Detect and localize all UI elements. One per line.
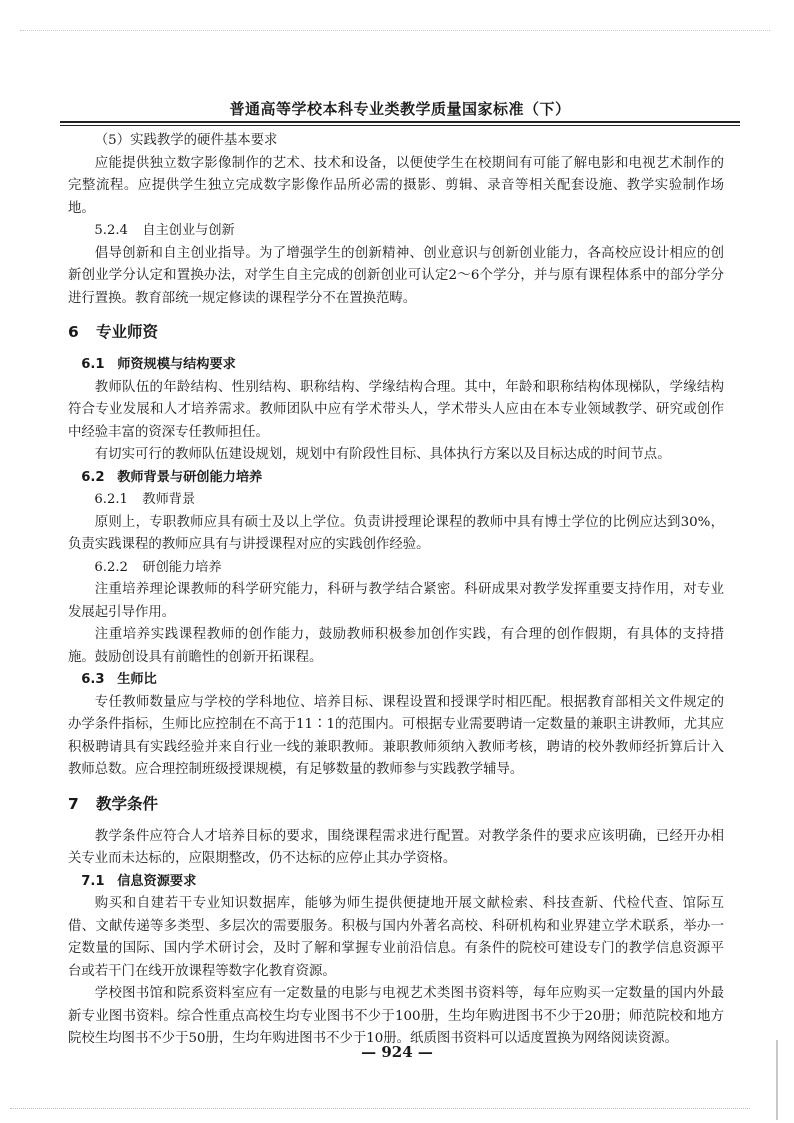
scan-artifact-bottom	[10, 1108, 750, 1110]
body-paragraph: 倡导创新和自主创业指导。为了增强学生的创新精神、创业意识与创新创业能力，各高校应设计相应的创新创业学分认定和置换办法，对学生自主完成的创新创业可认定2～6个学分，并与原有课程体系中的部分学分进行置换。教育部统一规定修读的课程学分不在置换范畴。	[68, 245, 724, 306]
heading-text: 教师背景与研创能力培养	[117, 469, 263, 485]
page-number: — 924 —	[361, 1043, 433, 1061]
header-rule	[60, 121, 740, 123]
body-paragraph: 学校图书馆和院系资料室应有一定数量的电影与电视艺术类图书资料等，每年应购买一定数量的国内外最新专业图书资料。综合性重点高校生均专业图书不少于100册，生均年购进图书不少于20册；师范院校和地方院校生均图书不少于50册，生均年购进图书不少于10册。纸质图书资料可以适度置换为网络阅读资源。	[68, 986, 724, 1046]
heading-text: 自主创业与创新	[142, 223, 235, 238]
heading-text: 生师比	[117, 672, 157, 687]
heading-text: 教师背景	[142, 492, 196, 507]
heading-number: 6.2.2	[94, 559, 128, 575]
subsubsection-heading	[68, 220, 724, 243]
body-paragraph: 应能提供独立数字影像制作的艺术、技术和设备，以便使学生在校期间有可能了解电影和电视艺术制作的完整流程。应提供学生独立完成数字影像作品所必需的摄影、剪辑、录音等相关配套设施、教学实验制作场地。	[68, 155, 724, 216]
body-paragraph: 专任教师数量应与学校的学科地位、培养目标、课程设置和授课学时相匹配。根据教育部相关文件规定的办学条件指标，生师比应控制在不高于11∶1的范围内。可根据专业需要聘请一定数量的兼职主讲教师，尤其应积极聘请具有实践经验并来自行业一线的兼职教师。兼职教师须纳入教师考核，聘请的校外教师经折算后计入教师总数。应合理控制班级授课规模，有足够数量的教师参与实践教学辅导。	[68, 694, 724, 777]
heading-text: 信息资源要求	[117, 873, 197, 889]
heading-number: 6.2.1	[94, 492, 128, 507]
body-paragraph: 注重培养实践课程教师的创作能力，鼓励教师积极参加创作实践，有合理的创作假期，有具体的支持措施。鼓励创设具有前瞻性的创新开拓课程。	[68, 627, 724, 665]
heading-text: 教学条件	[96, 794, 159, 813]
heading-number: 7.1	[81, 873, 105, 889]
scan-artifact-edge	[776, 1040, 778, 1120]
subsubsection-heading	[68, 557, 724, 580]
heading-number: 5.2.4	[94, 223, 128, 238]
body-paragraph: 有切实可行的教师队伍建设规划，规划中有阶段性目标、具体执行方案以及目标达成的时间节点。	[94, 447, 671, 462]
body-paragraph: 教师队伍的年龄结构、性别结构、职称结构、学缘结构合理。其中，年龄和职称结构体现梯队，学缘结构符合专业发展和人才培养需求。教师团队中应有学术带头人，学术带头人应由在本专业领域教学、研究或创作中经验丰富的资深专任教师担任。	[68, 379, 724, 440]
body-paragraph: 教学条件应符合人才培养目标的要求，围绕课程需求进行配置。对教学条件的要求应该明确，已经开办相关专业而未达标的，应限期整改，仍不达标的应停止其办学资格。	[68, 828, 724, 866]
body-paragraph: 原则上，专职教师应具有硕士及以上学位。负责讲授理论课程的教师中具有博士学位的比例应达到30%，负责实践课程的教师应具有与讲授课程对应的实践创作经验。	[68, 514, 724, 552]
document-body	[68, 130, 724, 1051]
scan-artifact-top	[20, 30, 770, 32]
section-heading	[68, 791, 724, 817]
subsection-heading	[68, 467, 724, 490]
subsection-heading	[68, 669, 724, 692]
subsection-heading	[68, 871, 724, 894]
subsection-heading	[68, 354, 724, 377]
body-paragraph: （5）实践教学的硬件基本要求	[94, 133, 278, 148]
section-heading	[68, 319, 724, 345]
header-rule-thin	[60, 125, 740, 126]
body-paragraph: 注重培养理论课教师的科学研究能力，科研与教学结合紧密。科研成果对教学发挥重要支持作用，对专业发展起引导作用。	[68, 582, 724, 620]
subsubsection-heading	[68, 489, 724, 512]
heading-text: 研创能力培养	[142, 559, 222, 575]
body-paragraph: 购买和自建若干专业知识数据库，能够为师生提供便捷地开展文献检索、科技查新、代检代查、馆际互借、文献传递等多类型、多层次的需要服务。积极与国内外著名高校、科研机构和业界建立学术联系，举办一定数量的国际、国内学术研讨会，及时了解和掌握专业前沿信息。有条件的院校可建设专门的教学信息资源平台或若干门在线开放课程等数字化教育资源。	[68, 896, 724, 979]
heading-number: 6.1	[81, 357, 105, 372]
heading-number: 6.3	[81, 672, 105, 687]
heading-text: 师资规模与结构要求	[117, 357, 236, 372]
running-header: 普通高等学校本科专业类教学质量国家标准（下）	[229, 100, 571, 118]
heading-number: 6	[68, 323, 79, 341]
heading-text: 专业师资	[96, 323, 159, 341]
heading-number: 7	[68, 794, 79, 813]
heading-number: 6.2	[81, 469, 105, 485]
